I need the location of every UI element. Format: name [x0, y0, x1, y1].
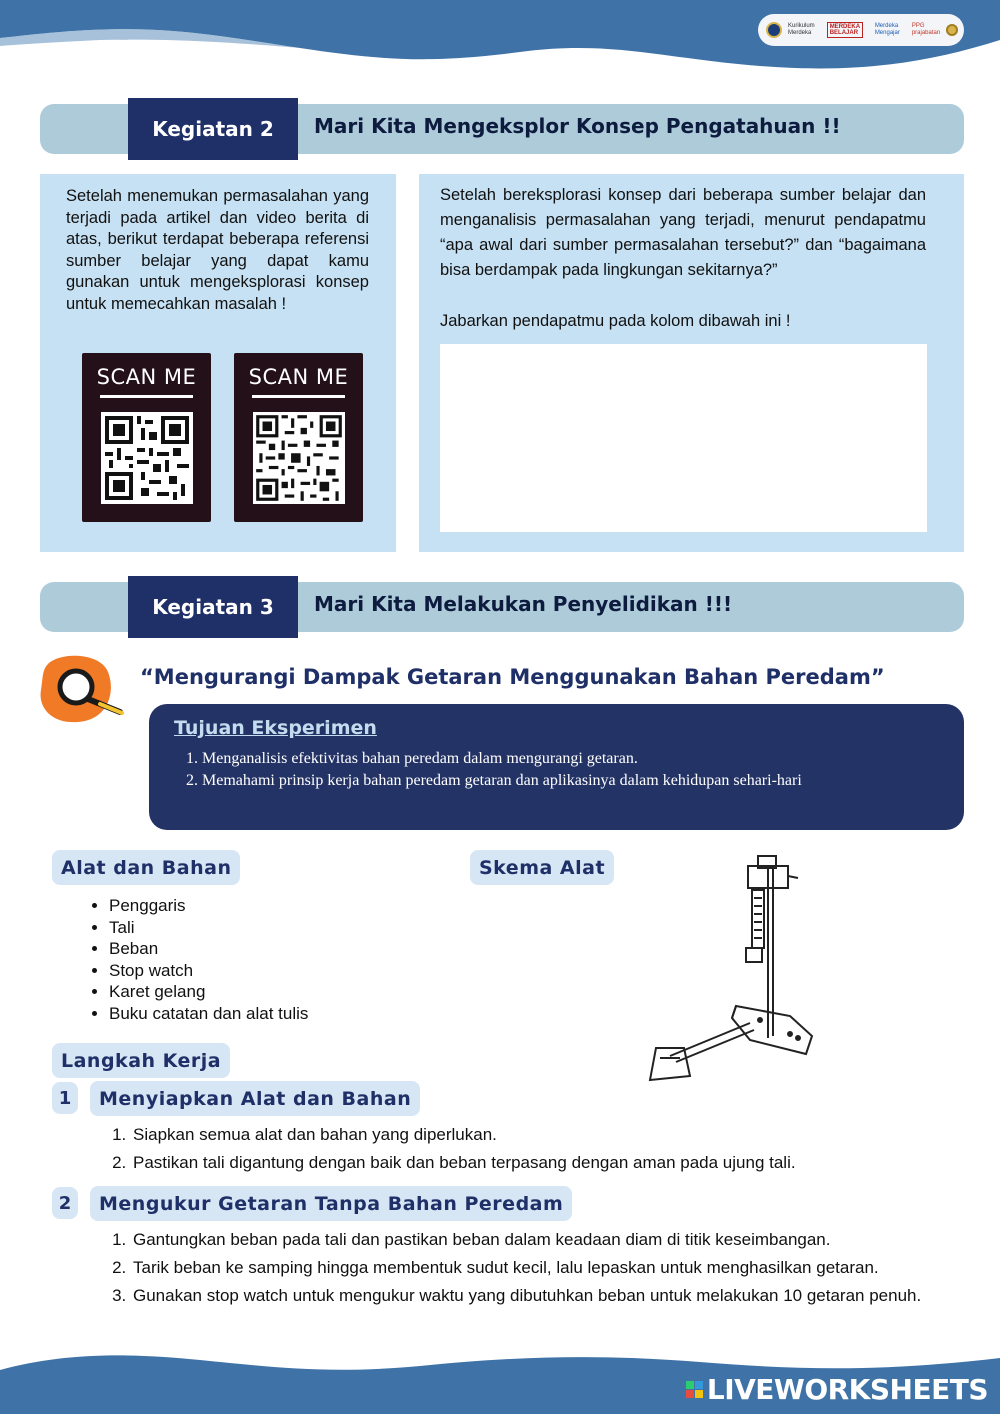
list-item: 3. Gunakan stop watch untuk mengukur waktu yang dibutuhkan beban untuk melakukan 10 getaran penuh. — [131, 1282, 955, 1310]
liveworksheets-brand — [686, 1373, 988, 1406]
list-item: 2. Tarik beban ke samping hingga membentuk sudut kecil, lalu lepaskan untuk menghasilkan getaran. — [131, 1254, 955, 1282]
qr-scan-label-1: SCAN ME — [96, 365, 197, 389]
kurikulum-merdeka-logo: Kurikulum Merdeka — [788, 23, 815, 36]
alat-heading: Alat dan Bahan — [52, 850, 240, 885]
sponsor-logos — [758, 14, 964, 46]
step1-number: 1 — [52, 1082, 78, 1114]
kegiatan3-title: Mari Kita Melakukan Penyelidikan !!! — [314, 592, 733, 616]
step1-list — [95, 1121, 975, 1177]
kegiatan3-tag: Kegiatan 3 — [128, 576, 298, 638]
experiment-title: “Mengurangi Dampak Getaran Menggunakan Bahan Peredam” — [140, 665, 885, 689]
list-item: • Tali — [109, 917, 434, 939]
opinion-answer-input[interactable] — [440, 344, 927, 532]
apparatus-diagram — [640, 848, 840, 1088]
list-item: 1. Siapkan semua alat dan bahan yang diperlukan. — [131, 1121, 975, 1149]
qr-code-card-1[interactable] — [82, 353, 211, 522]
skema-heading: Skema Alat — [470, 850, 614, 885]
sources-intro-text: Setelah menemukan permasalahan yang terjadi pada artikel dan video berita di atas, berikut terdapat beberapa referensi sumber belajar yang dapat kamu gunakan untuk mengeksplorasi konsep untuk memecahkan masalah ! — [66, 187, 369, 313]
list-item: • Buku catatan dan alat tulis — [109, 1003, 434, 1025]
step2-list — [95, 1226, 955, 1310]
qr-scan-label-2: SCAN ME — [248, 365, 349, 389]
tujuan-item: 1. Menganalisis efektivitas bahan peredam dalam mengurangi getaran. — [202, 748, 972, 770]
ppg-prajabatan-logo: PPG prajabatan — [911, 23, 941, 36]
merdeka-belajar-logo: MERDEKA BELAJAR — [827, 22, 863, 38]
magnifier-icon — [38, 654, 130, 724]
list-item: 2. Pastikan tali digantung dengan baik dan beban terpasang dengan aman pada ujung tali. — [131, 1149, 975, 1177]
list-item: • Karet gelang — [109, 981, 434, 1003]
qr-code-icon — [253, 412, 345, 504]
tujuan-item: 2. Memahami prinsip kerja bahan peredam getaran dan aplikasinya dalam kehidupan sehari-hari — [202, 770, 972, 792]
step2-title: Mengukur Getaran Tanpa Bahan Peredam — [90, 1186, 572, 1221]
step1-title: Menyiapkan Alat dan Bahan — [90, 1081, 420, 1116]
university-seal-icon — [946, 24, 958, 36]
qr-code-card-2[interactable] — [234, 353, 363, 522]
brand-text: LIVEWORKSHEETS — [706, 1373, 988, 1406]
tujuan-box — [149, 704, 964, 830]
step2-number: 2 — [52, 1187, 78, 1219]
list-item: • Stop watch — [109, 960, 434, 982]
kegiatan2-tag: Kegiatan 2 — [128, 98, 298, 160]
tut-wuri-logo-icon — [766, 22, 782, 38]
tujuan-heading: Tujuan Eksperimen — [174, 717, 377, 739]
langkah-heading: Langkah Kerja — [52, 1043, 230, 1078]
opinion-question-text: Setelah bereksplorasi konsep dari beberapa sumber belajar dan menganalisis permasalahan yang terjadi, menurut pendapatmu “apa awal dari sumber permasalahan tersebut?” dan “bagaimana bisa berdampak pada lingkungan sekitarnya?” — [440, 186, 926, 279]
alat-list — [54, 895, 434, 1024]
list-item: • Beban — [109, 938, 434, 960]
merdeka-mengajar-logo: Merdeka Mengajar — [874, 23, 900, 36]
opinion-instruction-text: Jabarkan pendapatmu pada kolom dibawah ini ! — [440, 312, 791, 330]
liveworksheets-logo-icon — [686, 1381, 703, 1398]
list-item: • Penggaris — [109, 895, 434, 917]
qr-code-icon — [101, 412, 193, 504]
list-item: 1. Gantungkan beban pada tali dan pastikan beban dalam keadaan diam di titik keseimbangan. — [131, 1226, 955, 1254]
kegiatan2-title: Mari Kita Mengeksplor Konsep Pengatahuan !! — [314, 114, 841, 138]
